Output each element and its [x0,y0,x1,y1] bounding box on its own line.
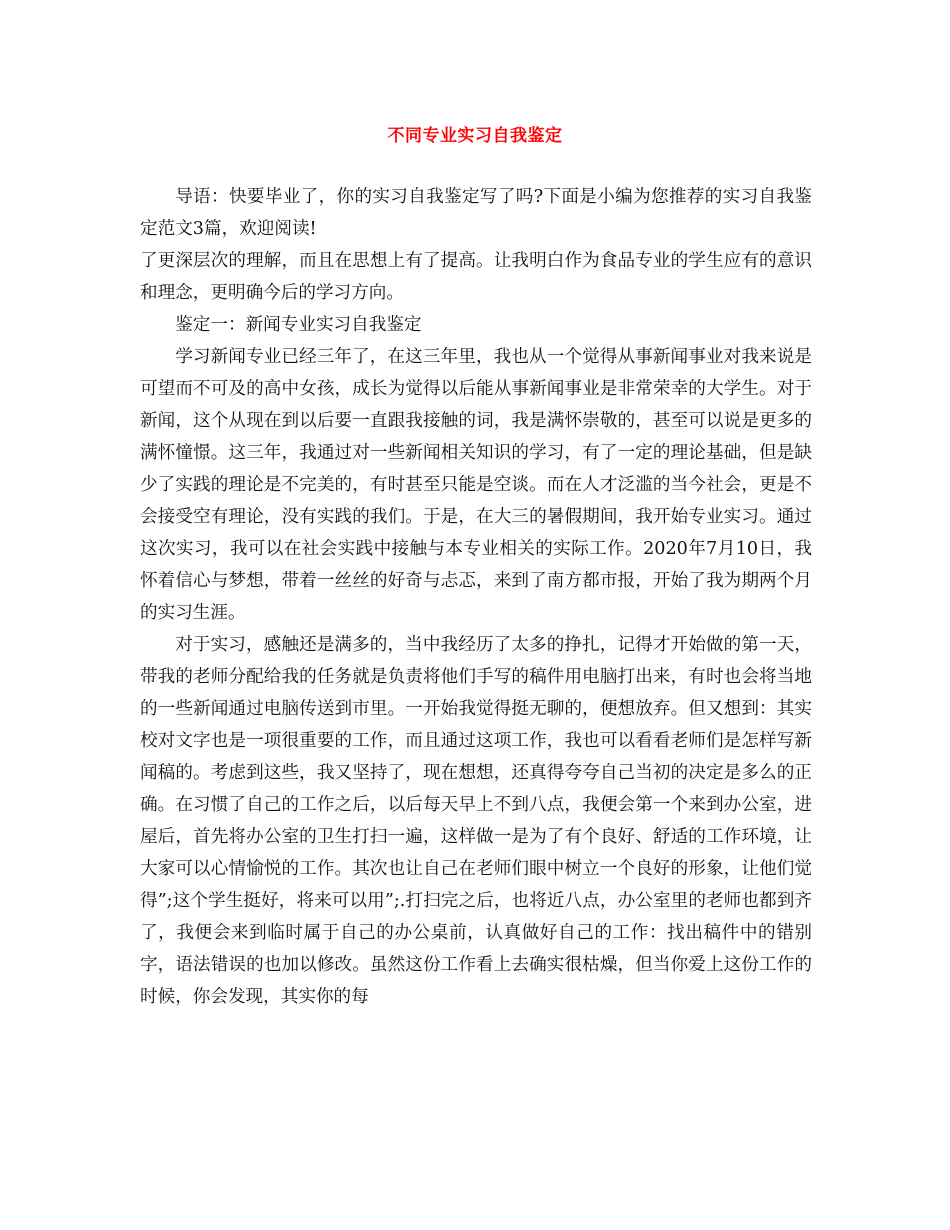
document-title: 不同专业实习自我鉴定 [387,126,563,146]
section-heading-1: 鉴定一：新闻专业实习自我鉴定 [175,315,422,335]
paragraph-news-major: 学习新闻专业已经三年了，在这三年里，我也从一个觉得从事新闻事业对我来说是可望而不可及的高中女孩，成长为觉得以后能从事新闻事业是非常荣幸的大学生。对于新闻，这个从现在到以后要一直跟我接触的词，我是满怀崇敬的，甚至可以说是更多的满怀憧憬。这三年，我通过对一些新闻相关知识的学习，有了一定的理论基础，但是缺少了实践的理论是不完美的，有时甚至只能是空谈。而在人才泛滥的当今社会，更是不会接受空有理论，没有实践的我们。于是，在大三的暑假期间，我开始专业实习。通过这次实习，我可以在社会实践中接触与本专业相关的实际工作。2020年7月10日，我怀着信心与梦想，带着一丝丝的好奇与忐忑，来到了南方都市报，开始了我为期两个月的实习生涯。 [140,347,812,623]
paragraph-intro: 导语：快要毕业了，你的实习自我鉴定写了吗?下面是小编为您推荐的实习自我鉴定范文3篇，欢迎阅读! [140,187,812,239]
paragraph-internship-feelings: 对于实习，感触还是满多的，当中我经历了太多的挣扎，记得才开始做的第一天，带我的老师分配给我的任务就是负责将他们手写的稿件用电脑打出来，有时也会将当地的一些新闻通过电脑传送到市里。一开始我觉得挺无聊的，便想放弃。但又想到：其实校对文字也是一项很重要的工作，而且通过这项工作，我也可以看看老师们是怎样写新闻稿的。考虑到这些，我又坚持了，现在想想，还真得夸夸自己当初的决定是多么的正确。在习惯了自己的工作之后，以后每天早上不到八点，我便会第一个来到办公室，进屋后，首先将办公室的卫生打扫一遍，这样做一是为了有个良好、舒适的工作环境，让大家可以心情愉悦的工作。其次也让自己在老师们眼中树立一个良好的形象，让他们觉得”;这个学生挺好，将来可以用”;.打扫完之后，也将近八点，办公室里的老师也都到齐了，我便会来到临时属于自己的办公桌前，认真做好自己的工作：找出稿件中的错别字，语法错误的也加以修改。虽然这份工作看上去确实很枯燥，但当你爱上这份工作的时候，你会发现，其实你的每 [140,635,812,1007]
document-body [140,181,812,1013]
paragraph-fragment: 了更深层次的理解，而且在思想上有了提高。让我明白作为食品专业的学生应有的意识和理念，更明确今后的学习方向。 [140,251,812,303]
